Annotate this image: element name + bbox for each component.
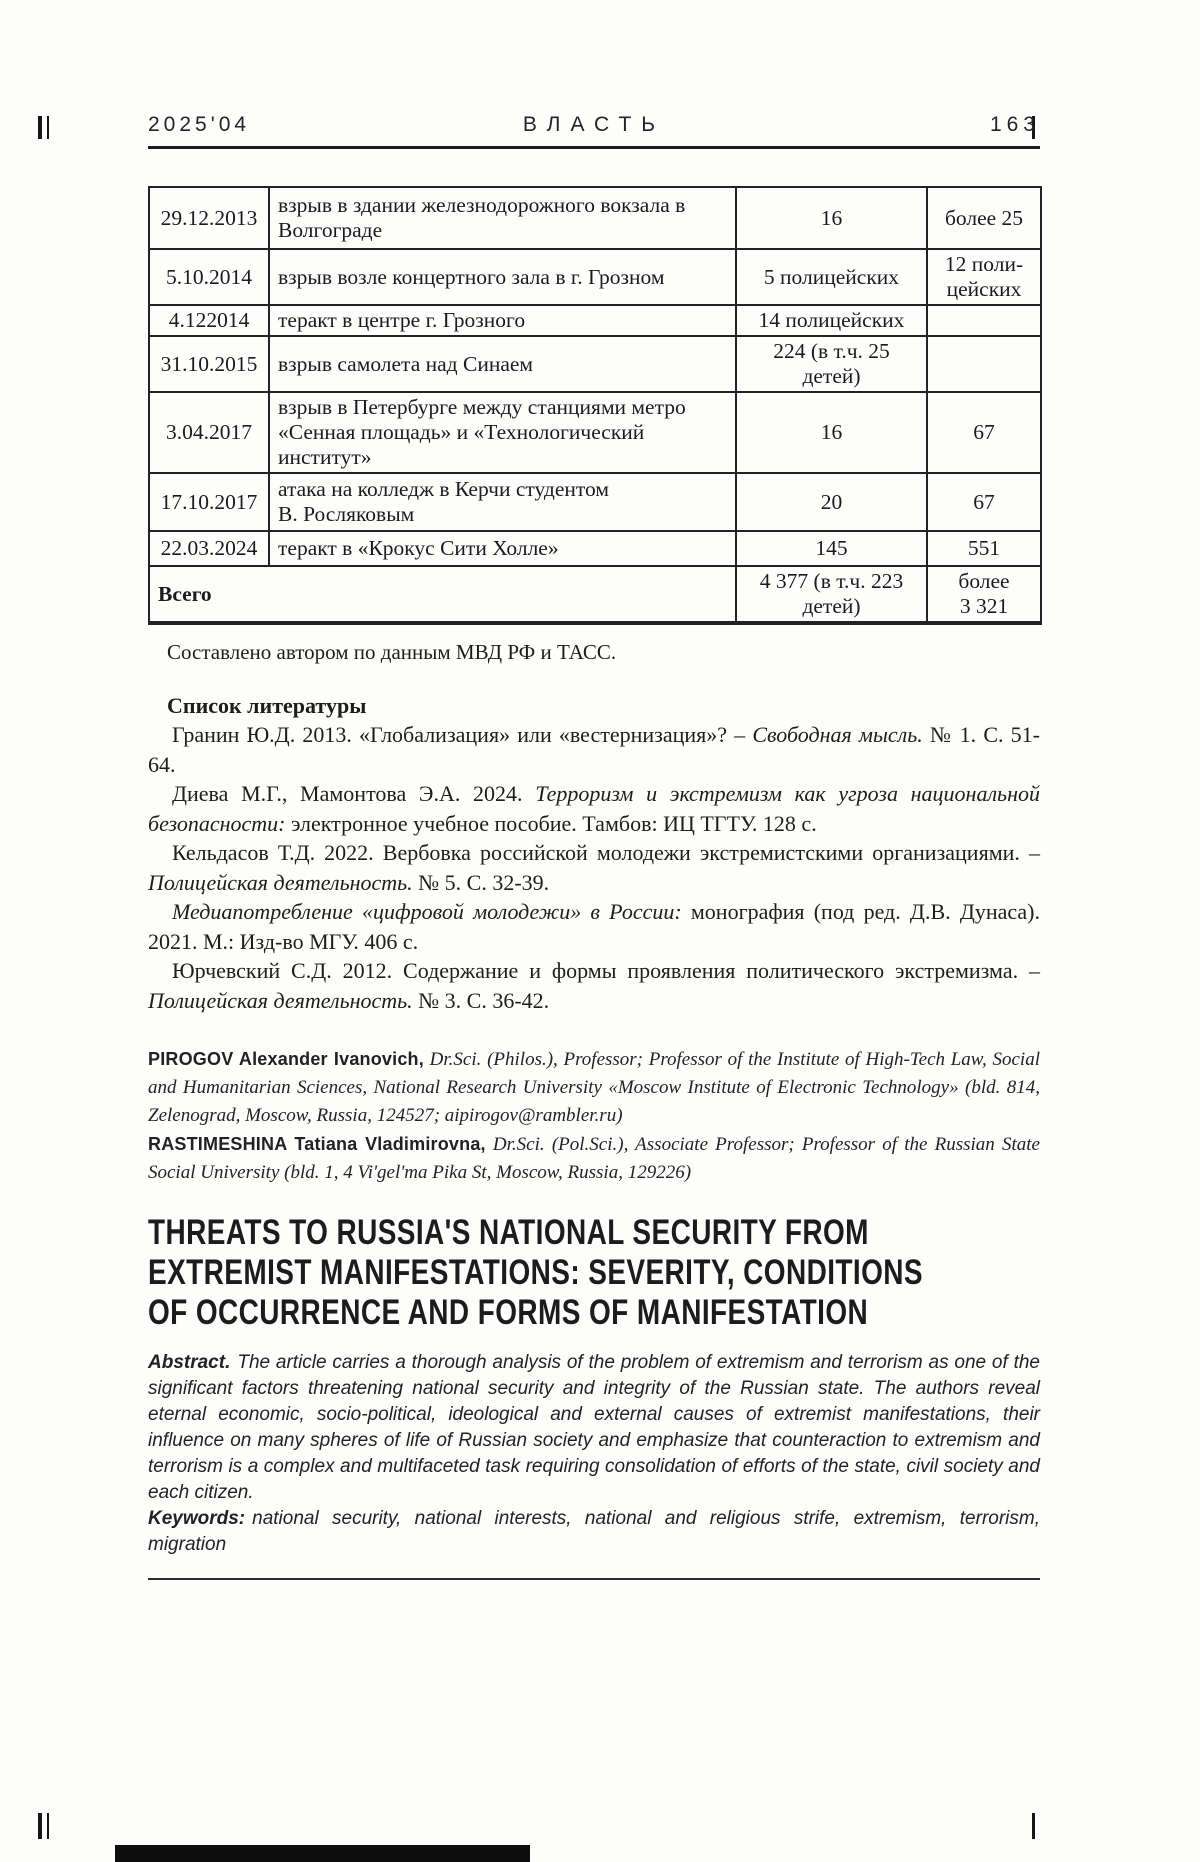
attacks-table bbox=[148, 186, 1042, 625]
total-injured: более 3 321 bbox=[927, 566, 1041, 623]
cell-event: взрыв в Петербурге между станциями метро «Сенная площадь» и «Технологический институт» bbox=[269, 392, 736, 473]
issue-number: 2025'04 bbox=[148, 113, 251, 136]
bottom-rule bbox=[148, 1578, 1040, 1580]
reference-text: № 5. С. 32-39. bbox=[412, 869, 550, 895]
source-note: Составлено автором по данным МВД РФ и ТАСС. bbox=[167, 640, 617, 664]
reference-text: Гранин Ю.Д. 2013. «Глобализация» или «вестернизация»? – bbox=[172, 722, 753, 747]
reference-text: Терроризм и экстремизм как угроза национальной безопасности: bbox=[148, 781, 1040, 836]
reference-item bbox=[148, 720, 1040, 779]
scan-bar bbox=[115, 1845, 530, 1862]
cell-injured: 67 bbox=[927, 473, 1041, 531]
cell-injured: более 25 bbox=[927, 187, 1041, 249]
abstract-label: Abstract. bbox=[148, 1352, 231, 1373]
cell-injured: 551 bbox=[927, 531, 1041, 566]
reference-text: Свободная мысль. bbox=[752, 722, 923, 747]
abstract bbox=[148, 1350, 1040, 1506]
reference-text: № 3. С. 36-42. bbox=[412, 987, 550, 1013]
keywords bbox=[148, 1506, 1040, 1558]
table-row bbox=[149, 187, 1041, 249]
table-row bbox=[149, 249, 1041, 305]
reference-text: Полицейская деятельность. bbox=[148, 987, 413, 1013]
cell-killed: 20 bbox=[736, 473, 927, 531]
journal-title: ВЛАСТЬ bbox=[522, 113, 666, 136]
registration-mark bbox=[38, 116, 42, 139]
cell-event: взрыв в здании железнодорожного вокзала в Волгограде bbox=[269, 187, 736, 249]
keywords-label: Keywords: bbox=[148, 1508, 246, 1529]
table-row bbox=[149, 336, 1041, 392]
cell-date: 3.04.2017 bbox=[149, 392, 269, 473]
reference-text: Полицейская деятельность. bbox=[148, 869, 413, 895]
table-row bbox=[149, 305, 1041, 336]
cell-date: 4.122014 bbox=[149, 305, 269, 336]
registration-mark bbox=[47, 116, 49, 139]
author-info bbox=[148, 1045, 1040, 1130]
reference-text: электронное учебное пособие. Тамбов: ИЦ ТГТУ. 128 с. bbox=[285, 810, 817, 836]
author-details: Dr.Sci. (Pol.Sci.), Associate Professor; Professor of the Russian State Social University (bld. 1, 4 Vi'gel'ma Pika St, Moscow, Russia, 129226) bbox=[148, 1134, 1040, 1183]
reference-item bbox=[148, 838, 1040, 897]
cell-injured: 67 bbox=[927, 392, 1041, 473]
registration-mark bbox=[1032, 1813, 1035, 1839]
total-label: Всего bbox=[149, 566, 736, 623]
table-total-row bbox=[149, 566, 1041, 623]
cell-injured bbox=[927, 305, 1041, 336]
cell-event: теракт в «Крокус Сити Холле» bbox=[269, 531, 736, 566]
reference-text: Кельдасов Т.Д. 2022. Вербовка российской молодежи экстремистскими организациями. – bbox=[172, 840, 1040, 865]
reference-text: № 1. С. 51-64. bbox=[148, 722, 1040, 777]
cell-killed: 14 полицейских bbox=[736, 305, 927, 336]
author-info bbox=[148, 1130, 1040, 1187]
cell-killed: 145 bbox=[736, 531, 927, 566]
page-number: 163 bbox=[989, 113, 1040, 136]
author-name: RASTIMESHINA Tatiana Vladimirovna, bbox=[148, 1134, 486, 1154]
registration-mark bbox=[47, 1813, 49, 1839]
references-heading: Список литературы bbox=[167, 693, 367, 718]
abstract-text: The article carries a thorough analysis of the problem of extremism and terrorism as one of the significant factors threatening national security and integrity of the Russian state. The authors reveal eternal economic, socio-political, ideological and external causes of extremist manifestations, their influence on many spheres of life of Russian society and emphasize that counteraction to extremism and terrorism is a complex and multifaceted task requiring consolidation of efforts of the state, civil society and each citizen. bbox=[148, 1352, 1040, 1503]
cell-event: теракт в центре г. Грозного bbox=[269, 305, 736, 336]
page-content bbox=[148, 112, 1040, 1580]
registration-mark bbox=[38, 1813, 42, 1839]
cell-event: атака на колледж в Керчи студентом В. Росляковым bbox=[269, 473, 736, 531]
cell-event: взрыв самолета над Синаем bbox=[269, 336, 736, 392]
cell-date: 22.03.2024 bbox=[149, 531, 269, 566]
table-row bbox=[149, 531, 1041, 566]
cell-killed: 16 bbox=[736, 392, 927, 473]
authors-block bbox=[148, 1045, 1040, 1187]
cell-event: взрыв возле концертного зала в г. Грозном bbox=[269, 249, 736, 305]
attacks-table-body bbox=[149, 187, 1041, 623]
cell-killed: 224 (в т.ч. 25 детей) bbox=[736, 336, 927, 392]
table-row bbox=[149, 392, 1041, 473]
cell-date: 5.10.2014 bbox=[149, 249, 269, 305]
cell-date: 31.10.2015 bbox=[149, 336, 269, 392]
reference-item bbox=[148, 956, 1040, 1015]
total-killed: 4 377 (в т.ч. 223 детей) bbox=[736, 566, 927, 623]
keywords-text: national security, national interests, national and religious strife, extremism, terrorism, migration bbox=[148, 1508, 1040, 1555]
reference-item bbox=[148, 897, 1040, 956]
running-head bbox=[148, 112, 1040, 138]
reference-text: монография (под ред. Д.В. Дунаса). 2021. М.: Изд-во МГУ. 406 с. bbox=[148, 899, 1040, 954]
header-rule bbox=[148, 146, 1040, 149]
cell-killed: 16 bbox=[736, 187, 927, 249]
author-name: PIROGOV Alexander Ivanovich, bbox=[148, 1049, 424, 1069]
reference-list bbox=[148, 720, 1040, 1015]
reference-text: Юрчевский С.Д. 2012. Содержание и формы проявления политического экстремизма. – bbox=[172, 958, 1040, 983]
reference-item bbox=[148, 779, 1040, 838]
author-details: Dr.Sci. (Philos.), Professor; Professor of the Institute of High-Tech Law, Social and Humanitarian Sciences, National Research University «Moscow Institute of Electronic Technology» (bld. 814, Zelenograd, Moscow, Russia, 124527; aipirogov@rambler.ru) bbox=[148, 1049, 1040, 1126]
cell-date: 17.10.2017 bbox=[149, 473, 269, 531]
cell-injured: 12 поли-цейских bbox=[927, 249, 1041, 305]
table-row bbox=[149, 473, 1041, 531]
journal-page bbox=[0, 112, 1200, 1862]
article-title: THREATS TO RUSSIA'S NATIONAL SECURITY FROM EXTREMIST MANIFESTATIONS: SEVERITY, CONDITIONS OF OCCURRENCE AND FORMS OF MANIFESTATION bbox=[148, 1213, 923, 1332]
reference-text: Медиапотребление «цифровой молодежи» в России: bbox=[172, 899, 682, 924]
reference-text: Диева М.Г., Мамонтова Э.А. 2024. bbox=[172, 781, 536, 806]
cell-date: 29.12.2013 bbox=[149, 187, 269, 249]
cell-injured bbox=[927, 336, 1041, 392]
cell-killed: 5 полицейских bbox=[736, 249, 927, 305]
